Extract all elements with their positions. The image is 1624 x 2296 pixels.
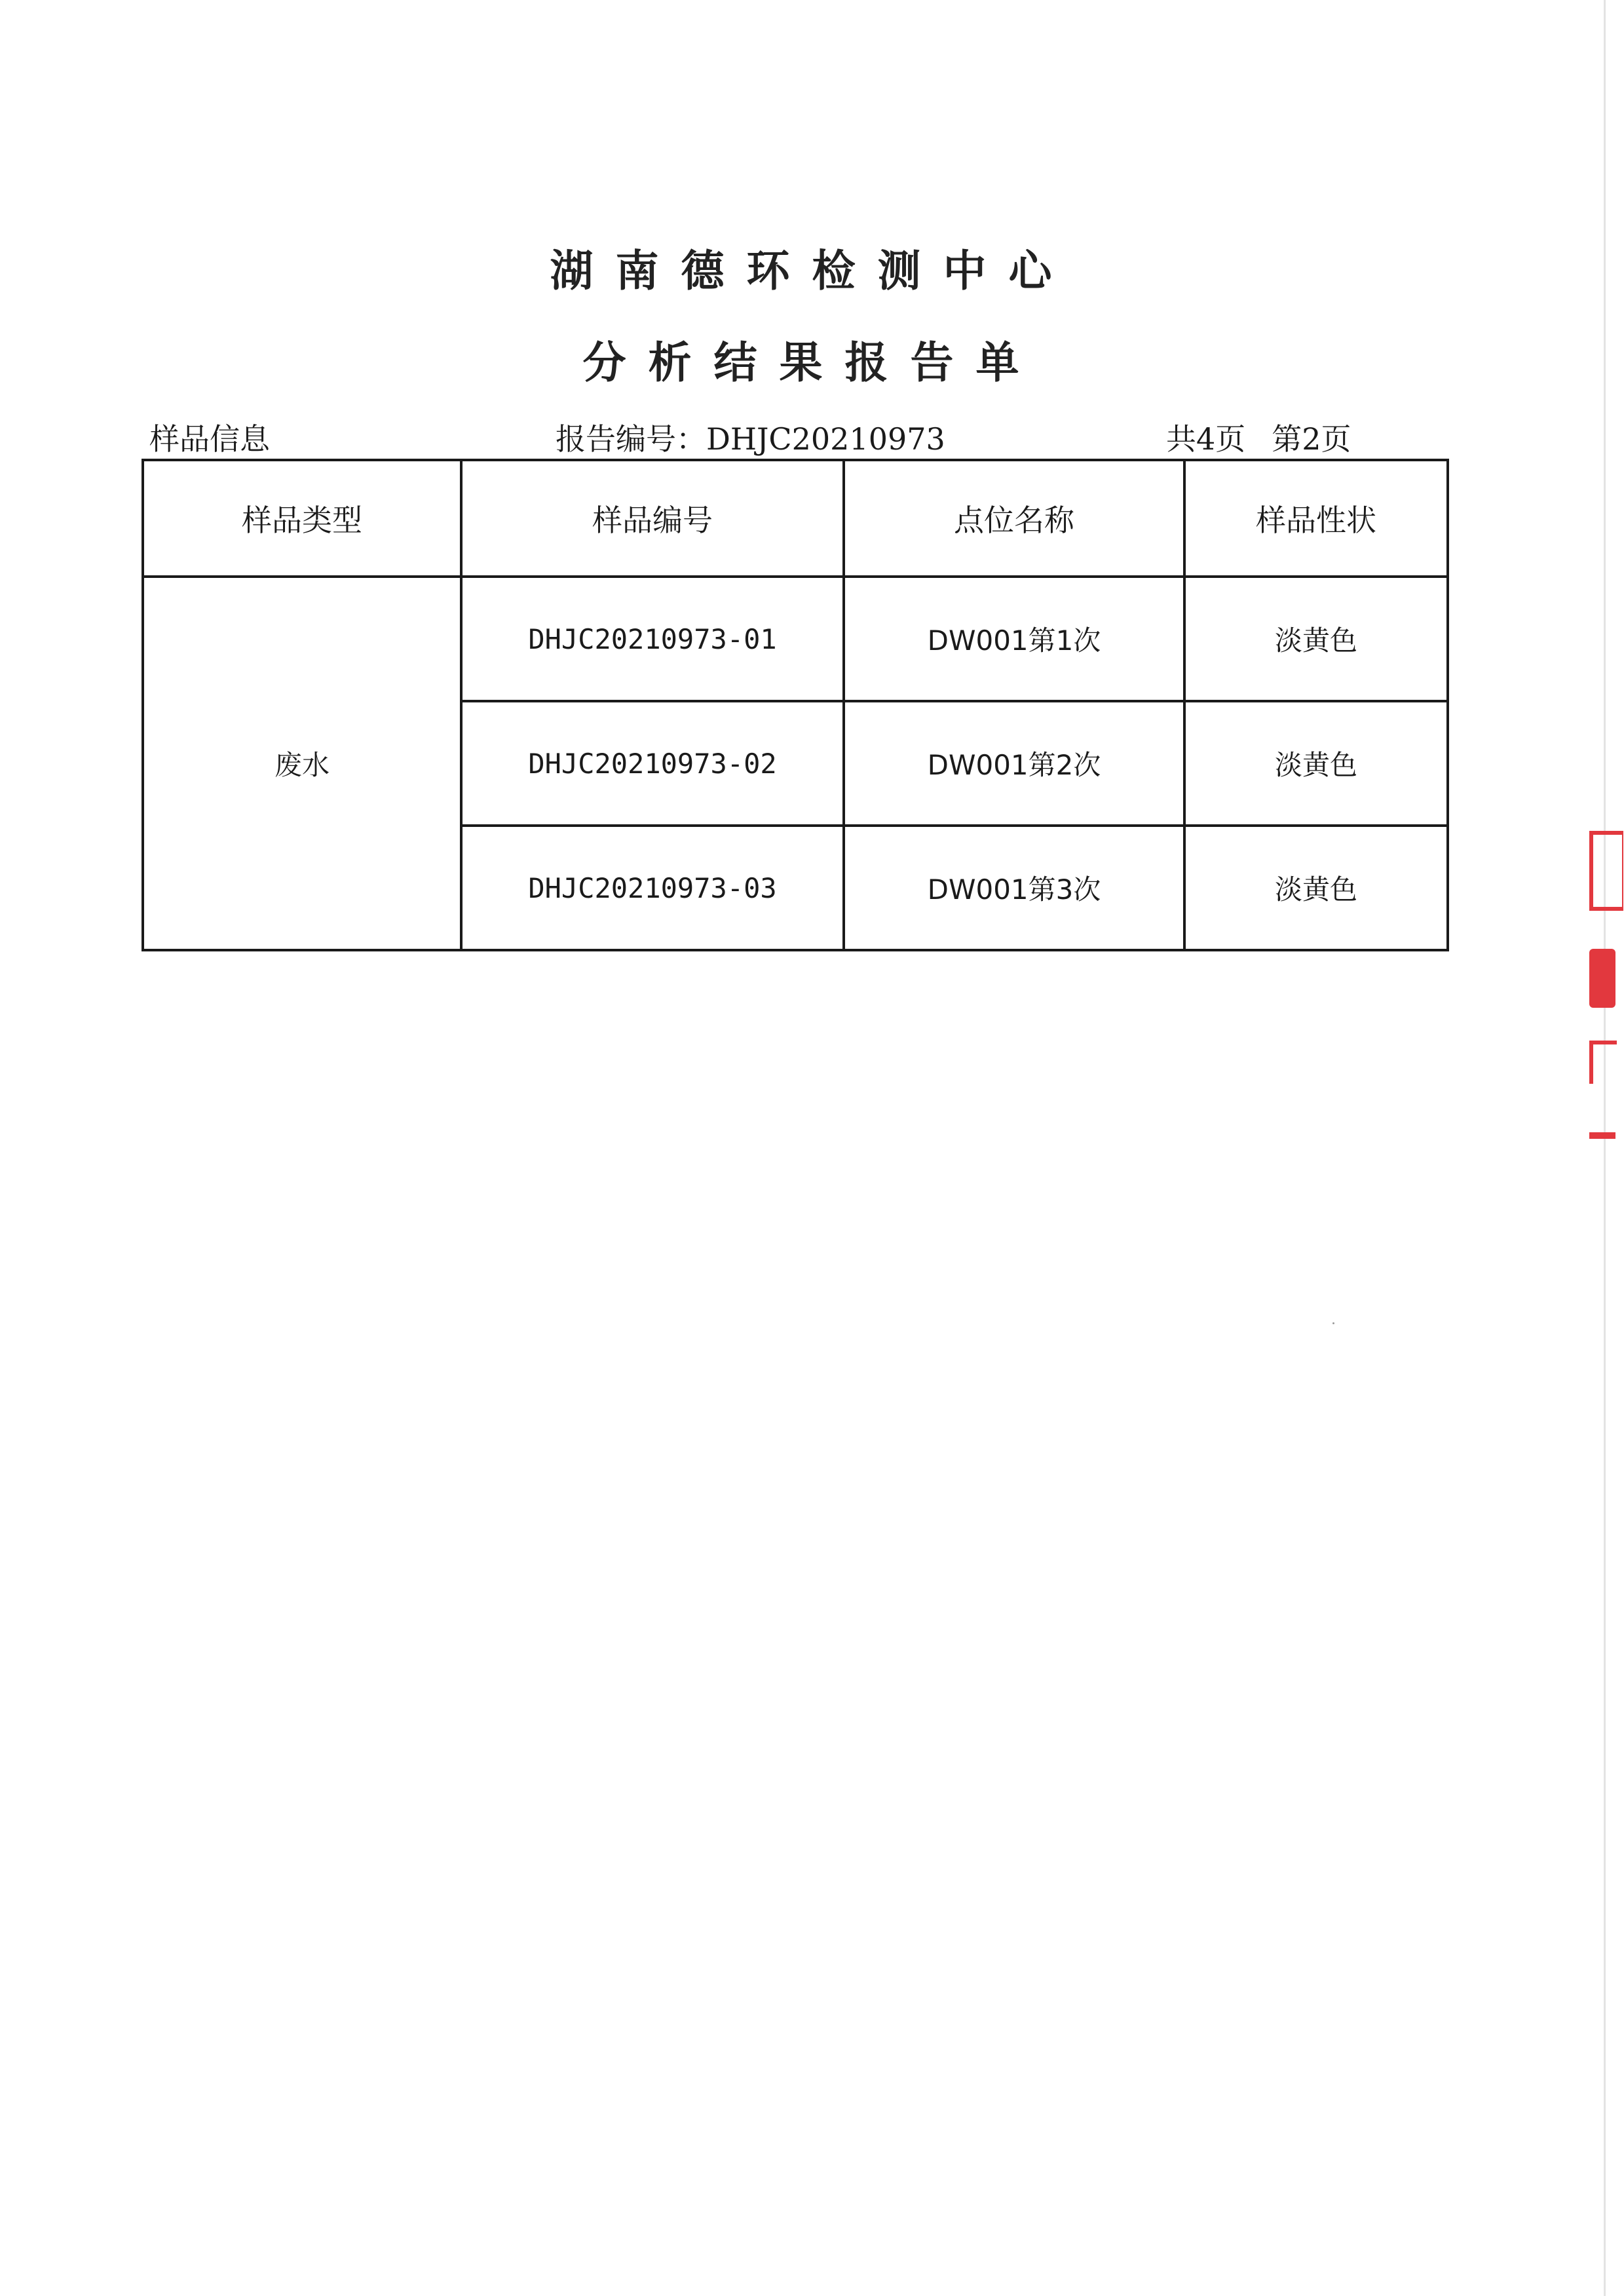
- section-label: 样品信息: [149, 421, 270, 457]
- table-row: [143, 577, 1448, 701]
- sample-type-cell: 废水: [143, 577, 461, 950]
- table-header-row: [143, 460, 1448, 577]
- appearance-cell: 淡黄色: [1184, 826, 1448, 950]
- sample-info-table: [142, 459, 1449, 951]
- location-cell: DW001第3次: [844, 826, 1184, 950]
- scan-speck: [1332, 1322, 1334, 1324]
- appearance-cell: 淡黄色: [1184, 701, 1448, 826]
- seal-mark: [1589, 831, 1623, 911]
- column-header-sample-id: 样品编号: [461, 460, 844, 577]
- seal-mark: [1589, 949, 1615, 1008]
- column-header-sample-type: 样品类型: [143, 460, 461, 577]
- sample-id-cell: DHJC20210973-02: [461, 701, 844, 826]
- location-cell: DW001第1次: [844, 577, 1184, 701]
- current-page: 第2页: [1272, 421, 1351, 457]
- seal-stamp-fragment: [1584, 831, 1623, 1158]
- seal-mark: [1589, 1041, 1617, 1084]
- report-title: 分析结果报告单: [582, 337, 1042, 388]
- location-cell: DW001第2次: [844, 701, 1184, 826]
- column-header-location: 点位名称: [844, 460, 1184, 577]
- total-pages: 共4页: [1166, 421, 1246, 457]
- page-indicator: [1166, 415, 1351, 459]
- organization-title: 湖南德环检测中心: [550, 246, 1074, 296]
- sample-id-cell: DHJC20210973-03: [461, 826, 844, 950]
- appearance-cell: 淡黄色: [1184, 577, 1448, 701]
- report-number: 报告编号：DHJC20210973: [556, 421, 945, 457]
- column-header-appearance: 样品性状: [1184, 460, 1448, 577]
- seal-mark: [1589, 1132, 1615, 1139]
- sample-id-cell: DHJC20210973-01: [461, 577, 844, 701]
